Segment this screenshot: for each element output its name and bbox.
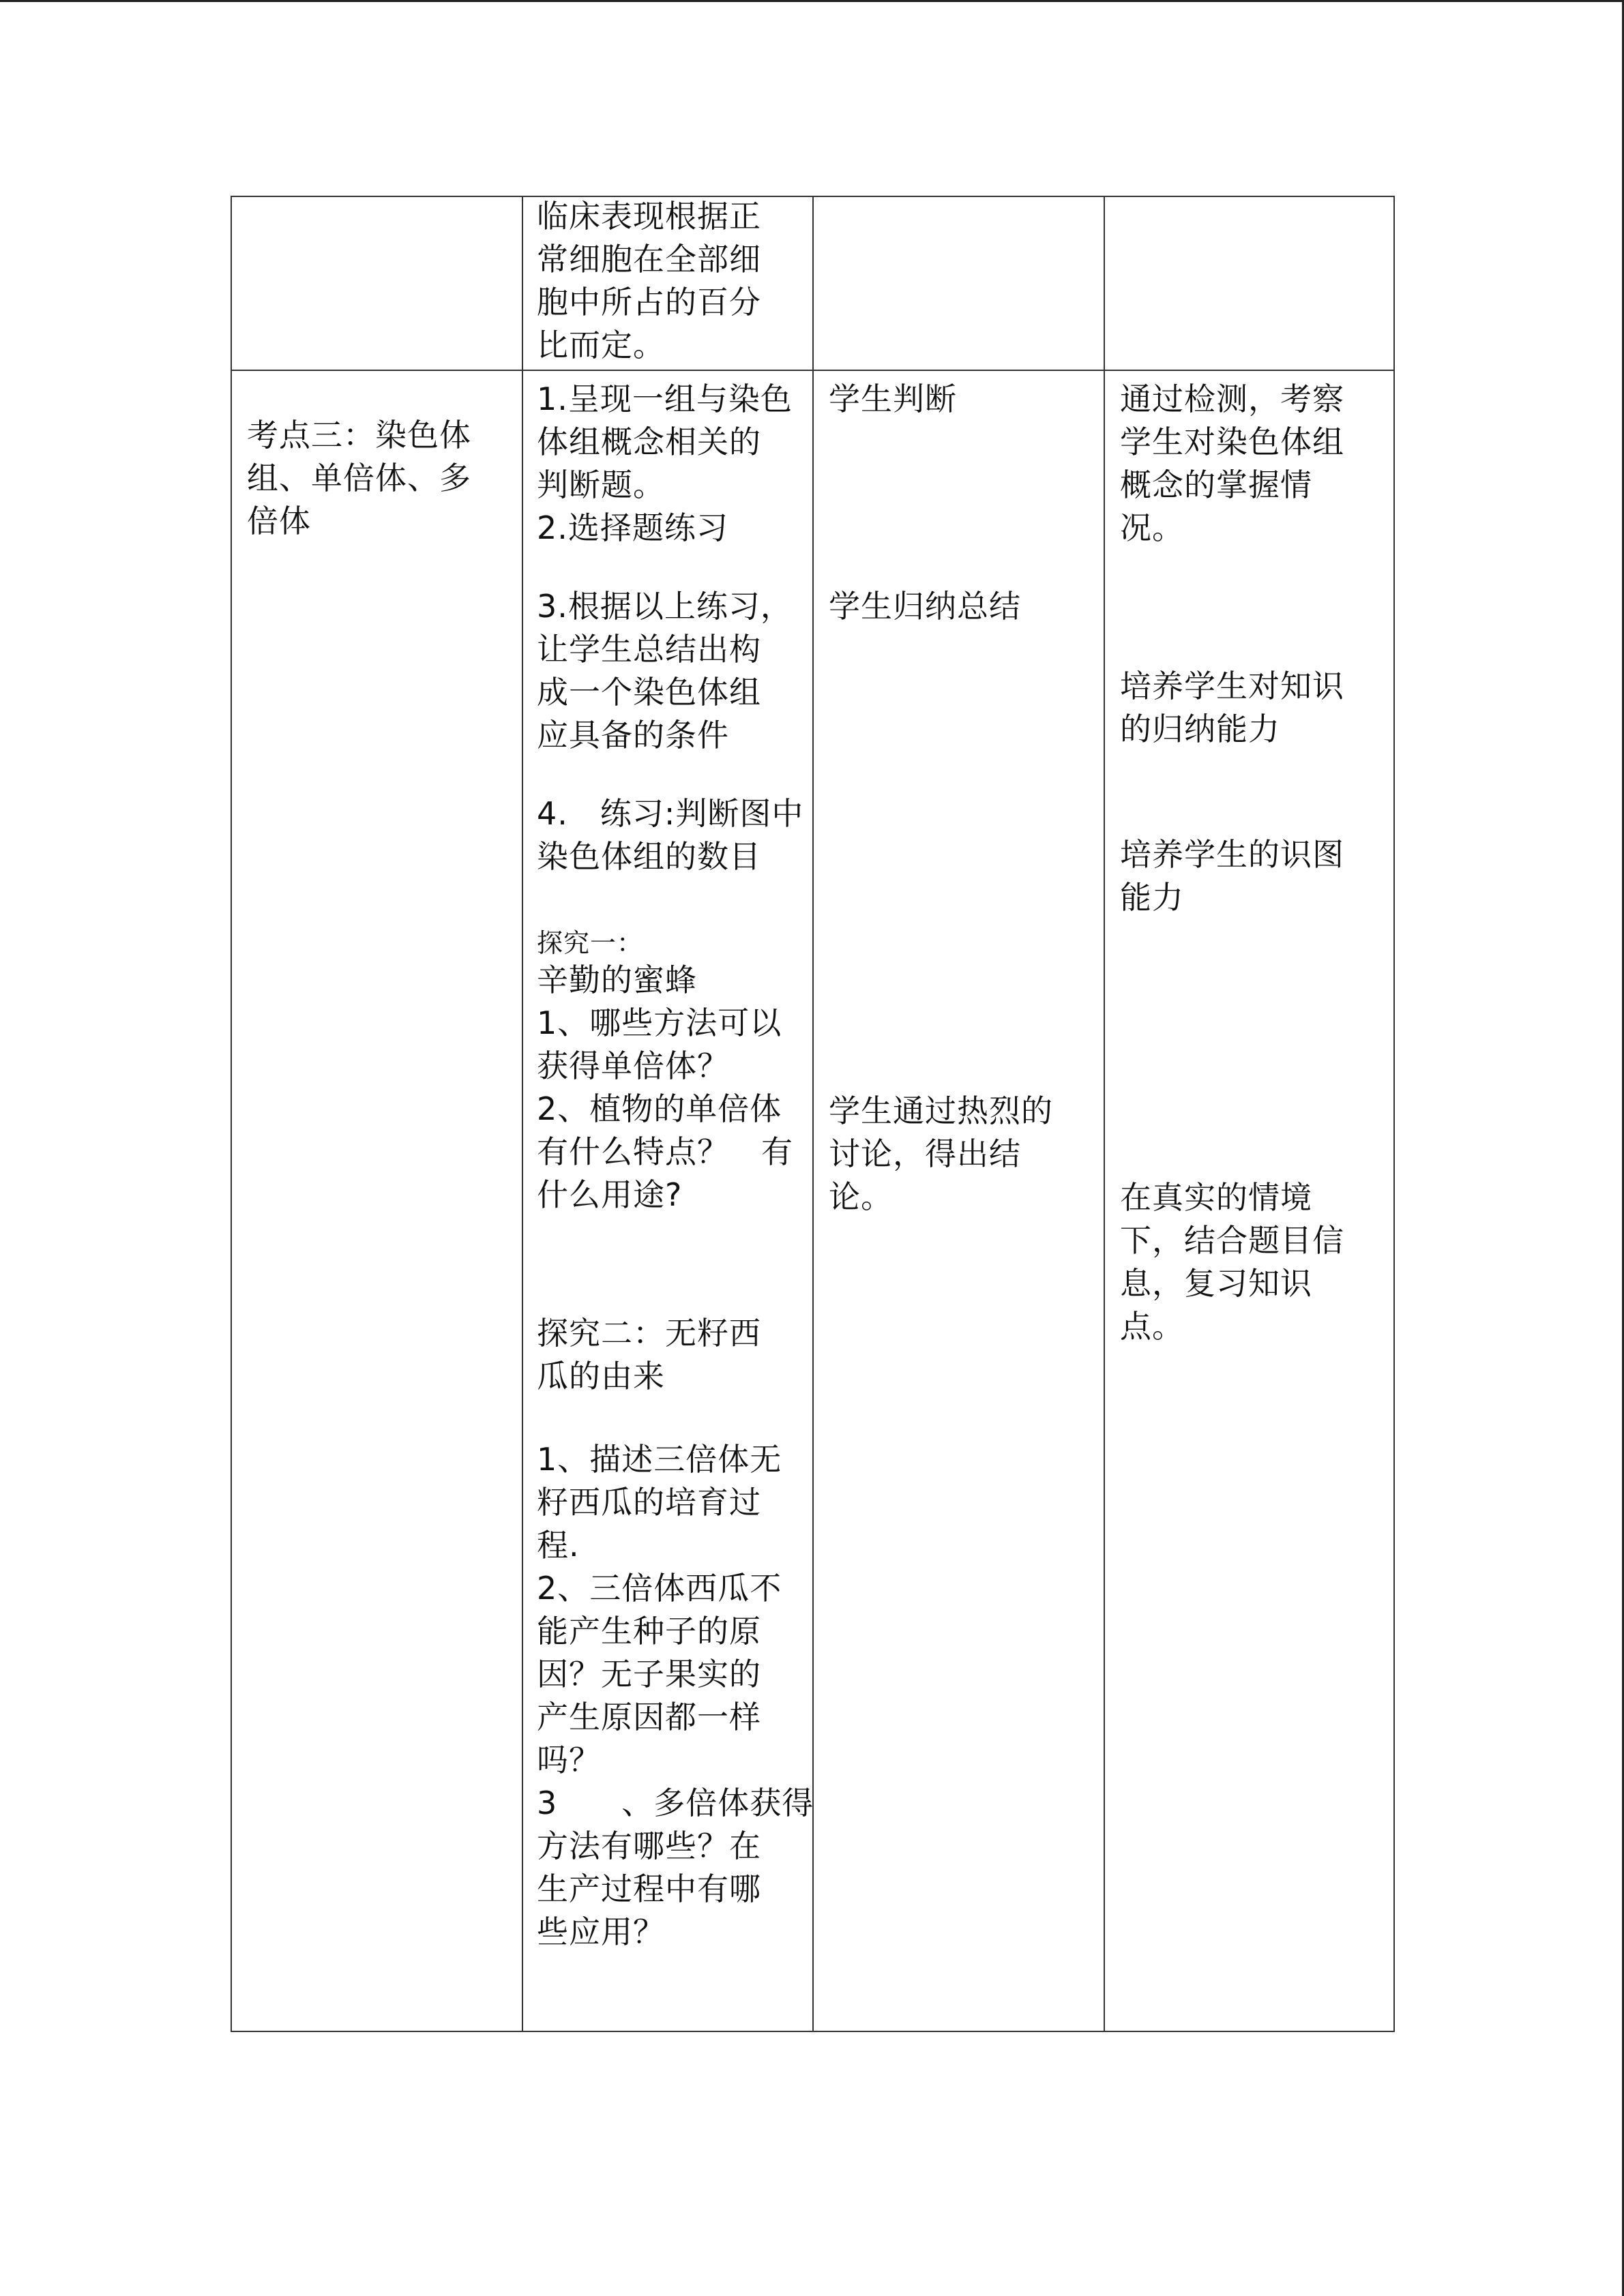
activity-item-3: 3.根据以上练习， 让学生总结出构 成一个染色体组 应具备的条件 <box>537 588 793 754</box>
purpose-4: 在真实的情境 下，结合题目信 息，复习知识 点。 <box>1120 1179 1344 1345</box>
row1-cell-purpose <box>1104 196 1394 370</box>
purpose-1: 通过检测，考察 学生对染色体组 概念的掌握情 况。 <box>1120 381 1344 546</box>
row2-cell-student <box>813 370 1104 2031</box>
table-row-1 <box>231 196 1394 370</box>
row1-cell-student <box>813 196 1104 370</box>
row2-cell-activities <box>522 370 813 2031</box>
table-row-2 <box>231 370 1394 2031</box>
row2-cell-purpose <box>1104 370 1394 2031</box>
explore-1-title: 探究一： <box>537 928 644 958</box>
purpose-2: 培养学生对知识 的归纳能力 <box>1120 668 1344 747</box>
student-activity-1: 学生判断 <box>829 381 957 417</box>
explore-2-title: 探究二：无籽西 瓜的由来 <box>537 1315 761 1395</box>
student-activity-3: 学生通过热烈的 讨论，得出结 论。 <box>829 1092 1053 1215</box>
explore-2-body: 1、描述三倍体无 籽西瓜的培育过 程. 2、三倍体西瓜不 能产生种子的原 因？无子果实的 产生原因都一样 吗？ 3 、多倍体获得 方法有哪些？在 生产过程中有哪 些应用？ <box>537 1441 814 1950</box>
row1-cell-topic <box>231 196 522 370</box>
purpose-3: 培养学生的识图 能力 <box>1120 836 1344 916</box>
explore-1-body: 辛勤的蜜蜂 1、哪些方法可以 获得单倍体？ 2、植物的单倍体 有什么特点？ 有 什么用途? <box>537 961 793 1213</box>
page-edge-top <box>0 0 1624 2</box>
activity-item-4: 4. 练习:判断图中 染色体组的数目 <box>537 795 804 875</box>
row2-cell-topic <box>231 370 522 2031</box>
row1-activity-text: 临床表现根据正 常细胞在全部细 胞中所占的百分 比而定。 <box>537 198 761 363</box>
topic-text: 考点三：染色体 组、单倍体、多 倍体 <box>247 417 471 539</box>
activity-item-2: 2.选择题练习 <box>537 509 728 546</box>
activity-item-1: 1.呈现一组与染色 体组概念相关的 判断题。 <box>537 381 793 503</box>
student-activity-2: 学生归纳总结 <box>829 588 1021 625</box>
row1-cell-activities <box>522 196 813 370</box>
lesson-plan-table <box>231 196 1395 2032</box>
